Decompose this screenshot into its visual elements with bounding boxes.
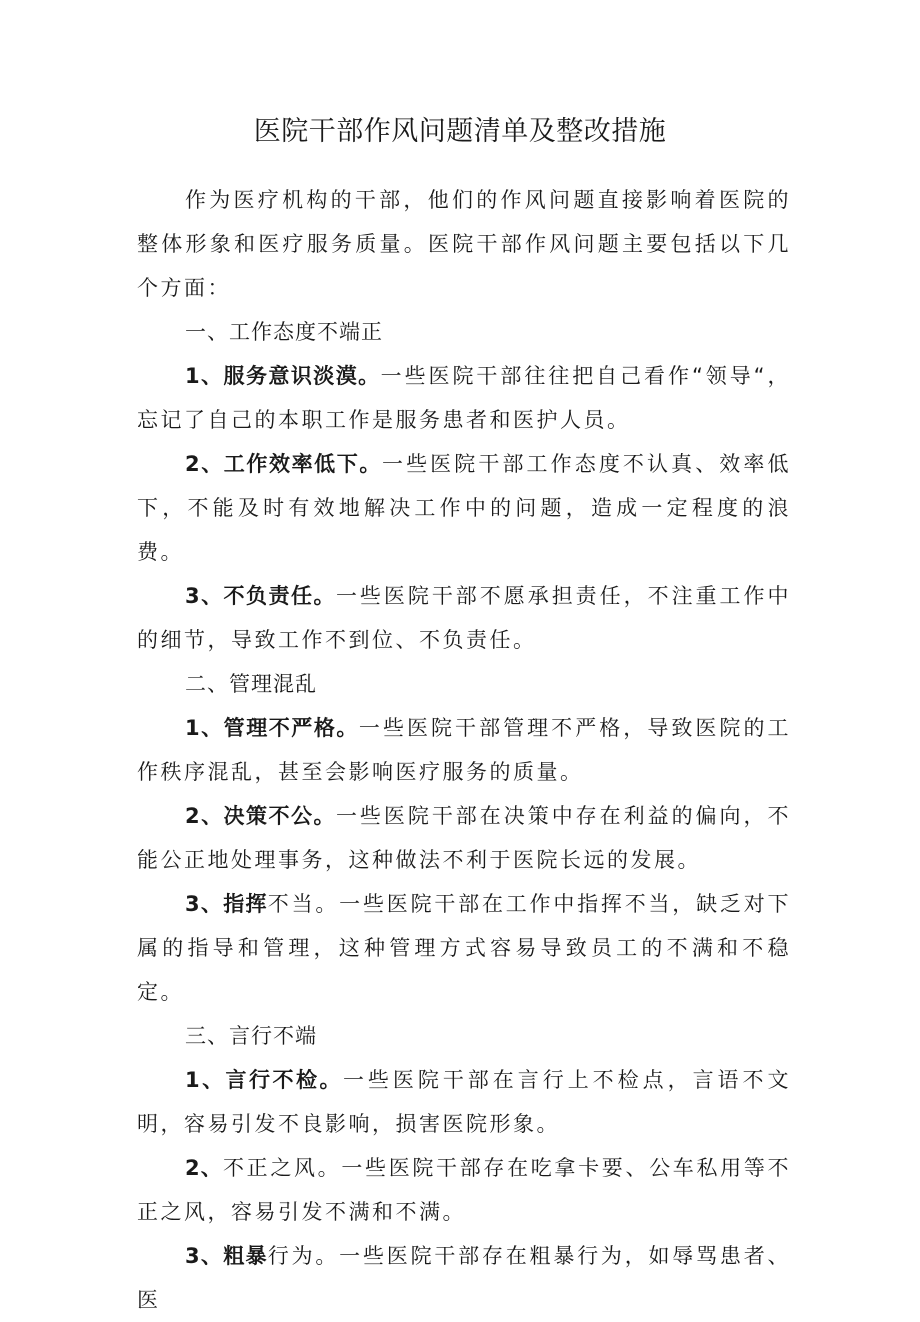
item-text: 一些医院干部在决策中存在利益的偏向，不能公正地处理事务，这种做法不利于医院长远的发展。: [137, 804, 791, 872]
list-item: [137, 1146, 791, 1234]
list-item: [137, 442, 791, 574]
section-heading: 二、管理混乱: [185, 672, 317, 696]
list-item: [137, 706, 791, 794]
list-item: [137, 794, 791, 882]
item-lead: 1、服务意识淡漠。: [185, 364, 381, 388]
item-lead: 3、不负责任。: [185, 584, 336, 608]
list-item: [137, 354, 791, 442]
section-heading: 一、工作态度不端正: [185, 320, 383, 344]
item-lead: 1、言行不检。: [185, 1068, 343, 1092]
section-heading: 三、言行不端: [185, 1024, 317, 1048]
item-text: 一些医院干部不愿承担责任，不注重工作中的细节，导致工作不到位、不负责任。: [137, 584, 791, 652]
intro-paragraph: 作为医疗机构的干部，他们的作风问题直接影响着医院的整体形象和医疗服务质量。医院干部作风问题主要包括以下几个方面：: [137, 188, 791, 300]
item-text: 不当。一些医院干部在工作中指挥不当，缺乏对下属的指导和管理，这种管理方式容易导致员工的不满和不稳定。: [137, 892, 791, 1004]
item-text: 一些医院干部工作态度不认真、效率低下，不能及时有效地解决工作中的问题，造成一定程度的浪费。: [137, 452, 791, 564]
list-item: [137, 1058, 791, 1146]
item-lead: 2、: [185, 1156, 223, 1180]
item-text: 一些医院干部在言行上不检点，言语不文明，容易引发不良影响，损害医院形象。: [137, 1068, 791, 1136]
item-lead: 3、指挥: [185, 892, 268, 916]
list-item: [137, 574, 791, 662]
item-text: 一些医院干部管理不严格，导致医院的工作秩序混乱，甚至会影响医疗服务的质量。: [137, 716, 791, 784]
item-lead: 3、粗暴: [185, 1244, 268, 1268]
item-lead: 2、决策不公。: [185, 804, 336, 828]
item-lead: 1、管理不严格。: [185, 716, 359, 740]
document-body: [137, 178, 791, 1322]
document-title: 医院干部作风问题清单及整改措施: [253, 116, 667, 147]
item-lead: 2、工作效率低下。: [185, 452, 382, 476]
list-item: [137, 1234, 791, 1322]
item-text: 不正之风。一些医院干部存在吃拿卡要、公车私用等不正之风，容易引发不满和不满。: [137, 1156, 791, 1224]
list-item: [137, 882, 791, 1014]
item-text: 行为。一些医院干部存在粗暴行为，如辱骂患者、医: [137, 1244, 791, 1312]
item-text: 一些医院干部往往把自己看作“领导“，忘记了自己的本职工作是服务患者和医护人员。: [137, 364, 791, 432]
